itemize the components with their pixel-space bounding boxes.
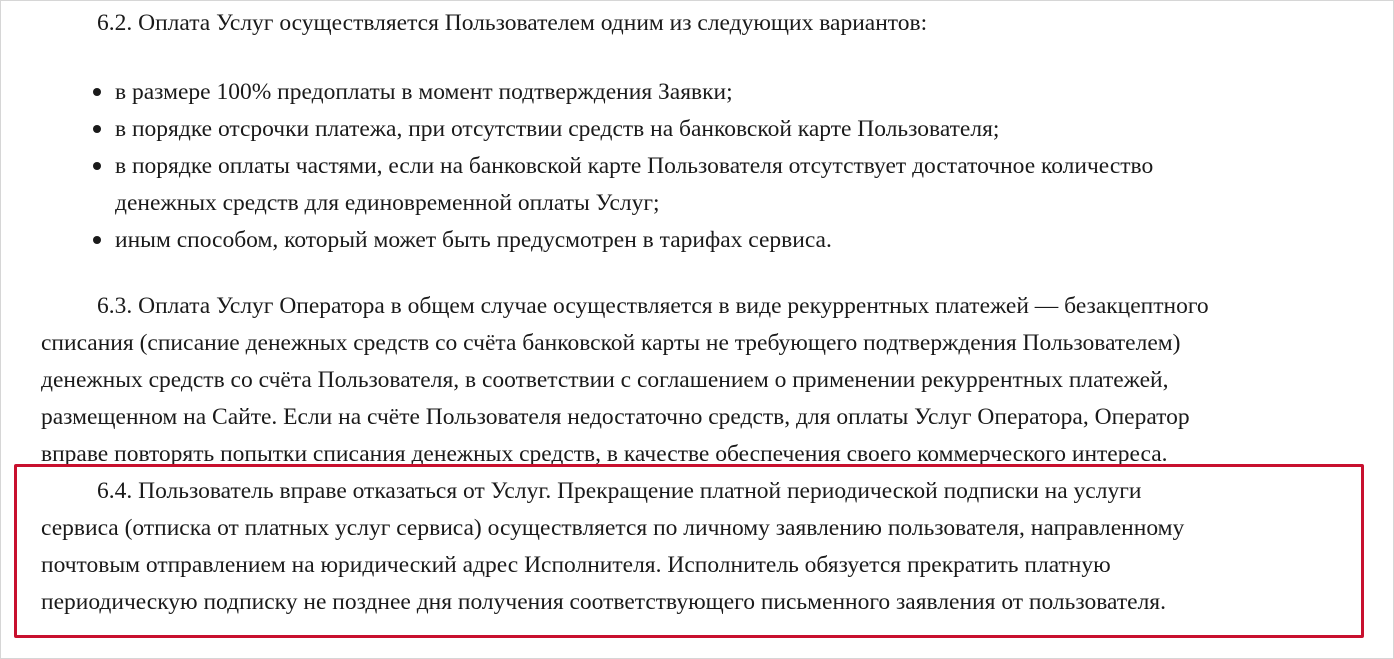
list-item: в порядке оплаты частями, если на банковской карте Пользователя отсутствует достаточное количество — [115, 153, 1154, 179]
section-6-3-line: вправе повторять попытки списания денежных средств, в качестве обеспечения своего коммерческого интереса. — [41, 441, 1168, 467]
section-6-4-line: сервиса (отписка от платных услуг сервиса) осуществляется по личному заявлению пользователя, направленному — [41, 515, 1185, 541]
list-item: иным способом, который может быть предусмотрен в тарифах сервиса. — [115, 227, 832, 253]
list-item: в размере 100% предоплаты в момент подтверждения Заявки; — [115, 79, 733, 105]
section-6-3-line: списания (списание денежных средств со счёта банковской карты не требующего подтверждения Пользователем) — [41, 330, 1181, 356]
section-6-3-line: 6.3. Оплата Услуг Оператора в общем случае осуществляется в виде рекуррентных платежей — безакцептного — [97, 293, 1209, 319]
bullet-icon — [93, 162, 101, 170]
section-6-4-line: почтовым отправлением на юридический адрес Исполнителя. Исполнитель обязуется прекратить платную — [41, 552, 1111, 578]
highlight-box — [14, 464, 1364, 638]
section-6-3-line: размещенном на Сайте. Если на счёте Пользователя недостаточно средств, для оплаты Услуг Оператора, Оператор — [41, 404, 1190, 430]
list-item-continuation: денежных средств для единовременной оплаты Услуг; — [115, 190, 660, 216]
section-6-3-line: денежных средств со счёта Пользователя, в соответствии с соглашением о применении рекуррентных платежей, — [41, 367, 1169, 393]
bullet-icon — [93, 125, 101, 133]
section-6-4-line: 6.4. Пользователь вправе отказаться от Услуг. Прекращение платной периодической подписки на услуги — [97, 478, 1142, 504]
list-item: в порядке отсрочки платежа, при отсутствии средств на банковской карте Пользователя; — [115, 116, 1000, 142]
section-6-2-intro: 6.2. Оплата Услуг осуществляется Пользователем одним из следующих вариантов: — [97, 10, 928, 36]
bullet-icon — [93, 88, 101, 96]
bullet-icon — [93, 236, 101, 244]
section-6-4-line: периодическую подписку не позднее дня получения соответствующего письменного заявления от пользователя. — [41, 589, 1166, 615]
